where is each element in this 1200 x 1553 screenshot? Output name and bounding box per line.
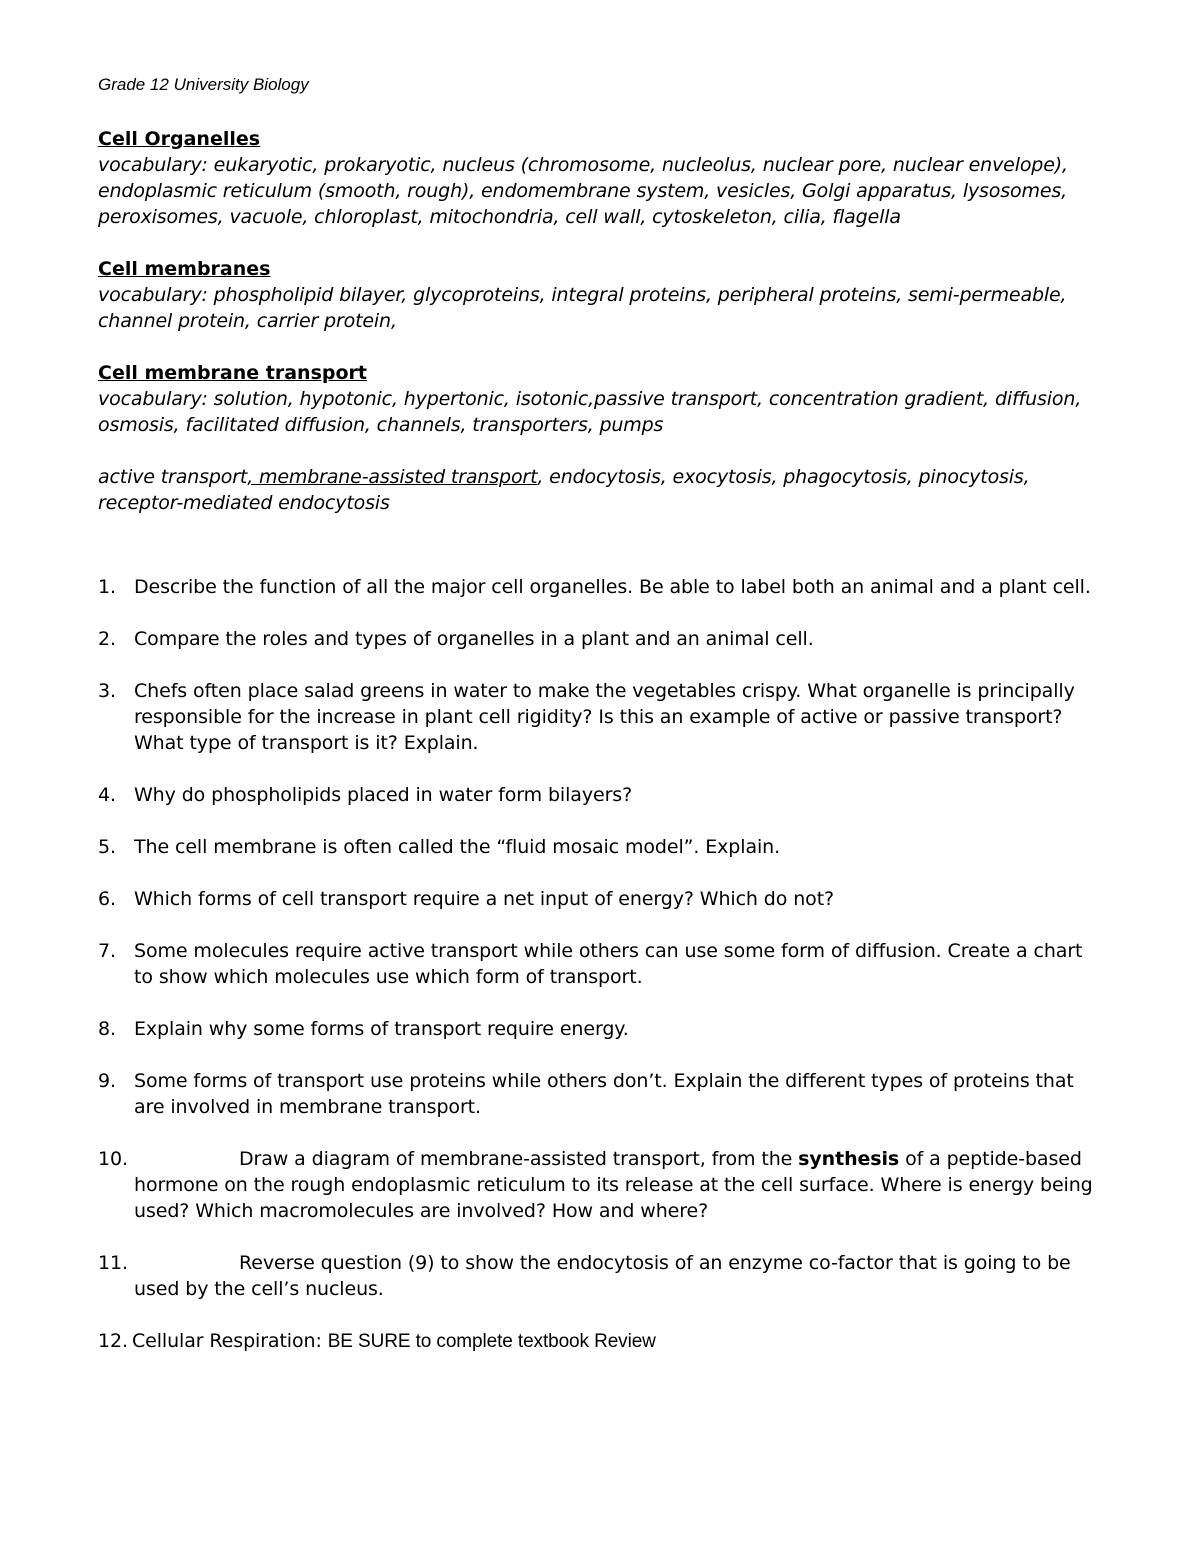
question-item — [98, 834, 1098, 860]
question-text: Draw a diagram of membrane-assisted transport, from the — [239, 1148, 799, 1170]
question-text: BE SURE to complete textbook Review — [327, 1331, 656, 1352]
question-text: Explain why some forms of transport require energy. — [134, 1018, 629, 1040]
question-number: 4. — [98, 784, 116, 806]
question-number: 8. — [98, 1018, 116, 1040]
vocab-membrane-assisted: , membrane-assisted transport — [247, 466, 538, 488]
question-text: Compare the roles and types of organelles in a plant and an animal cell. — [134, 628, 814, 650]
question-number: 10. — [98, 1148, 128, 1170]
question-item — [98, 678, 1098, 756]
question-number: 12. — [98, 1330, 128, 1352]
page-header: Grade 12 University Biology — [98, 75, 309, 94]
question-number: 11. — [98, 1252, 128, 1274]
question-item — [98, 938, 1098, 990]
question-text: Some molecules require active transport while others can use some form of diffusion. Create a chart to show which molecules use which form of transport. — [134, 940, 1083, 988]
question-number: 7. — [98, 940, 116, 962]
question-item — [98, 626, 1098, 652]
question-text: of a peptide-based hormone on the rough endoplasmic reticulum to its release at the cell surface. Where is energy being used? Which macromolecules are involved? How and where? — [134, 1148, 1093, 1222]
question-text: Which forms of cell transport require a net input of energy? Which do not? — [134, 888, 835, 910]
question-number: 5. — [98, 836, 116, 858]
vocabulary-text: vocabulary: phospholipid bilayer, glycoproteins, integral proteins, peripheral proteins, semi-permeable, channel protein, carrier protein, — [98, 284, 1067, 332]
section-cell-membrane-transport — [98, 360, 1098, 516]
vocab-active-transport: active transport — [98, 466, 248, 488]
question-bold-term: synthesis — [798, 1148, 900, 1170]
question-item — [98, 574, 1098, 600]
question-number: 2. — [98, 628, 116, 650]
question-text: Cellular Respiration: — [132, 1330, 328, 1352]
vocabulary-extra — [98, 464, 1098, 516]
question-item — [98, 1068, 1098, 1120]
question-item — [98, 782, 1098, 808]
section-cell-organelles — [98, 126, 1098, 230]
vocabulary-text: vocabulary: solution, hypotonic, hypertonic, isotonic,passive transport, concentration gradient, diffusion, osmosis, facilitated diffusion, channels, transporters, pumps — [98, 388, 1082, 436]
section-cell-membranes — [98, 256, 1098, 334]
question-item — [98, 1146, 1098, 1224]
question-number: 1. — [98, 576, 116, 598]
section-title: Cell membrane transport — [98, 362, 367, 384]
document-page — [98, 74, 1098, 1381]
question-text: Some forms of transport use proteins while others don’t. Explain the different types of proteins that are involved in membrane transport. — [134, 1070, 1074, 1118]
question-number: 9. — [98, 1070, 116, 1092]
question-text: Why do phospholipids placed in water form bilayers? — [134, 784, 633, 806]
question-text: The cell membrane is often called the “fluid mosaic model”. Explain. — [134, 836, 781, 858]
question-text: Chefs often place salad greens in water to make the vegetables crispy. What organelle is principally responsible for the increase in plant cell rigidity? Is this an example of active or passive transport? What type of transport is it? Explain. — [134, 680, 1075, 754]
section-title: Cell membranes — [98, 258, 271, 280]
question-item — [98, 1328, 1098, 1355]
question-number: 3. — [98, 680, 116, 702]
question-text: Describe the function of all the major cell organelles. Be able to label both an animal and a plant cell. — [134, 576, 1091, 598]
question-number: 6. — [98, 888, 116, 910]
question-item — [98, 1016, 1098, 1042]
section-title: Cell Organelles — [98, 128, 261, 150]
question-list — [98, 574, 1098, 1355]
vocabulary-text: vocabulary: eukaryotic, prokaryotic, nucleus (chromosome, nucleolus, nuclear pore, nuclear envelope), endoplasmic reticulum (smooth, rough), endomembrane system, vesicles, Golgi apparatus, lysosomes, peroxisomes, vacuole, chloroplast, mitochondria, cell wall, cytoskeleton, cilia, flagella — [98, 154, 1068, 228]
vocab-rest: , endocytosis, exocytosis, phagocytosis, pinocytosis, receptor-mediated endocytosis — [98, 466, 1030, 514]
question-item — [98, 886, 1098, 912]
question-item — [98, 1250, 1098, 1302]
question-text: Reverse question (9) to show the endocytosis of an enzyme co-factor that is going to be used by the cell’s nucleus. — [134, 1252, 1071, 1300]
